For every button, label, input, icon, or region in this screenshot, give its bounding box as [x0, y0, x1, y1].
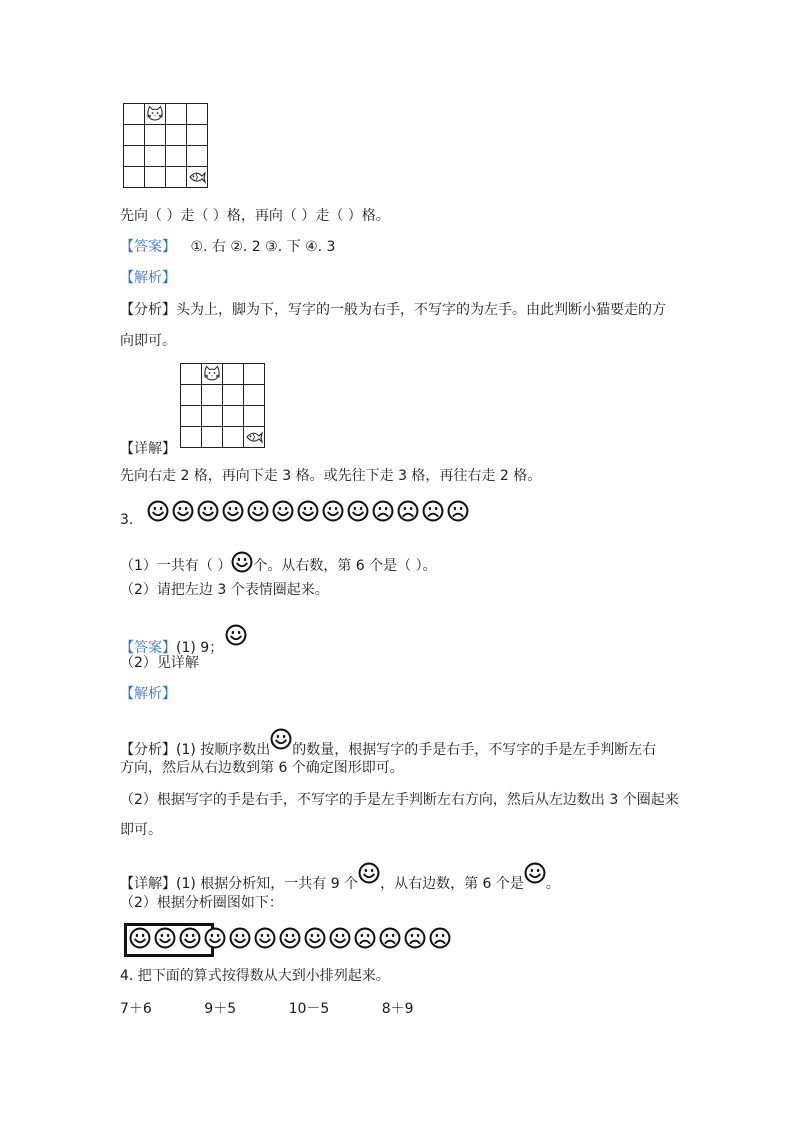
frowning-face-icon: [404, 927, 426, 949]
detail-1b: ，从右边数，第 6 个是: [380, 876, 524, 892]
analysis-1b: 的数量，根据写字的手是右手，不写字的手是左手判断左右: [292, 742, 657, 758]
smiley-face-icon: [279, 927, 301, 949]
smiley-face-icon: [222, 500, 244, 522]
analysis-text: 头为上，脚为下，写字的一般为右手，不写字的为左手。由此判断小猫要走的方: [176, 302, 666, 318]
expression-3: 10－5: [288, 1001, 330, 1017]
smiley-face-icon: [322, 500, 344, 522]
frowning-face-icon: [372, 500, 394, 522]
smiley-face-icon: [231, 551, 253, 573]
smiley-face-icon: [270, 728, 292, 750]
q3-detail-1: [120, 862, 560, 894]
cat-fish-grid-detail: [180, 363, 265, 448]
faces-row-detail: [129, 927, 451, 949]
frowning-face-icon: [429, 927, 451, 949]
faces-row-question: [147, 500, 469, 522]
smiley-face-icon: [229, 927, 251, 949]
answer-label: 【答案】: [120, 239, 176, 255]
frowning-face-icon: [447, 500, 469, 522]
answer-label: 【答案】: [120, 640, 176, 656]
fish-icon: [187, 167, 207, 187]
smiley-face-icon: [272, 500, 294, 522]
smiley-face-icon: [197, 500, 219, 522]
cat-icon: [145, 104, 165, 124]
smiley-face-icon: [172, 500, 194, 522]
smiley-face-icon: [247, 500, 269, 522]
smiley-face-icon: [147, 500, 169, 522]
q4-expressions: [120, 999, 414, 1019]
detail-1a: (1) 根据分析知，一共有 9 个: [176, 876, 359, 892]
smiley-face-icon: [204, 927, 226, 949]
q2-detail-text: 先向右走 2 格，再向下走 3 格。或先往下走 3 格，再往右走 2 格。: [120, 468, 542, 484]
q3-answer-2: （2）见详解: [120, 655, 199, 671]
expression-4: 8＋9: [381, 1001, 414, 1017]
q3-sub1: [120, 551, 437, 576]
frowning-face-icon: [354, 927, 376, 949]
q2-analysis-line2: 向即可。: [120, 333, 176, 349]
cat-icon: [202, 364, 222, 384]
detail-1c: 。: [545, 876, 560, 892]
sub1-text-b: 个。从右数，第 6 个是（ ）。: [253, 558, 437, 574]
smiley-face-icon: [254, 927, 276, 949]
smiley-face-icon: [129, 927, 151, 949]
answer-1: (1) 9；: [176, 640, 224, 656]
analysis-label: 【分析】: [120, 302, 176, 318]
frowning-face-icon: [397, 500, 419, 522]
smiley-face-icon: [329, 927, 351, 949]
q3-detail-2: （2）根据分析圈图如下：: [120, 895, 283, 911]
q3-analysis-2b: 即可。: [120, 822, 162, 838]
smiley-face-icon: [225, 624, 247, 646]
smiley-face-icon: [358, 862, 380, 884]
detail-label: 【详解】: [120, 876, 176, 892]
q2-answer: [120, 237, 335, 257]
q2-detail-label: 【详解】: [120, 441, 176, 457]
q4-title: 4. 把下面的算式按得数从大到小排列起来。: [120, 968, 390, 984]
sub1-text-a: （1）一共有（ ）: [120, 558, 232, 574]
analysis-label: 【分析】: [120, 742, 176, 758]
smiley-face-icon: [154, 927, 176, 949]
q3-analysis-2a: （2）根据写字的手是右手，不写字的手是左手判断左右方向，然后从左边数出 3 个圈起来: [120, 792, 679, 808]
smiley-face-icon: [297, 500, 319, 522]
analysis-1a: (1) 按顺序数出: [176, 742, 271, 758]
q3-analysis-1c: 方向，然后从右边数到第 6 个确定图形即可。: [120, 760, 404, 776]
q3-number: 3.: [120, 512, 134, 528]
smiley-face-icon: [347, 500, 369, 522]
q2-question: 先向（ ）走（ ）格，再向（ ）走（ ）格。: [120, 208, 390, 224]
smiley-face-icon: [304, 927, 326, 949]
q2-analysis-line1: [120, 300, 666, 320]
smiley-face-icon: [524, 862, 546, 884]
q3-sub2: （2）请把左边 3 个表情圈起来。: [120, 582, 329, 598]
smiley-face-icon: [179, 927, 201, 949]
answer-text: ①. 右 ②. 2 ③. 下 ④. 3: [190, 239, 336, 255]
expression-1: 7＋6: [120, 1001, 152, 1017]
explain-label: 【解析】: [120, 686, 176, 702]
fish-icon: [244, 427, 264, 447]
frowning-face-icon: [422, 500, 444, 522]
frowning-face-icon: [379, 927, 401, 949]
cat-fish-grid-question: [123, 103, 208, 188]
expression-2: 9＋5: [204, 1001, 237, 1017]
q3-analysis-1: [120, 728, 656, 760]
explain-label: 【解析】: [120, 270, 176, 286]
